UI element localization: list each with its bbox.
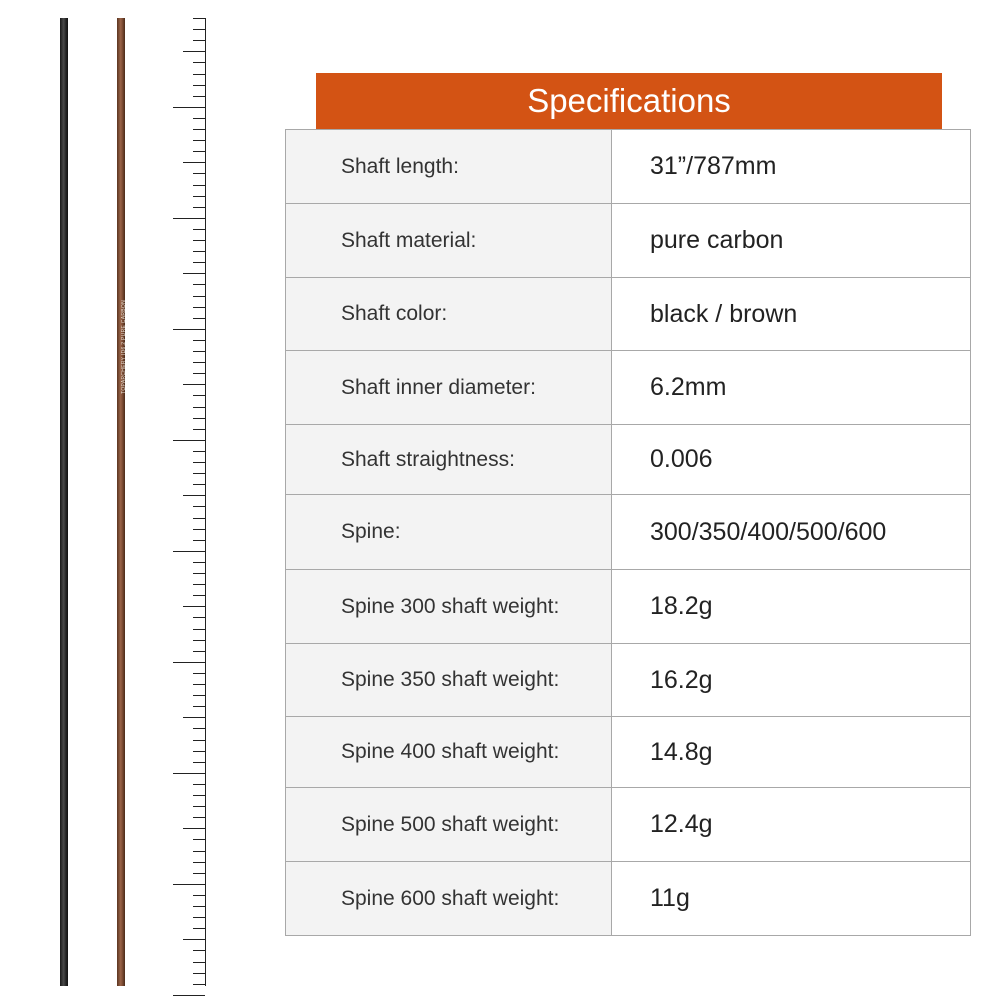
ruler-tick (193, 229, 205, 230)
ruler-tick (173, 662, 205, 663)
ruler-tick (193, 262, 205, 263)
spec-label: Spine 600 shaft weight: (286, 862, 612, 936)
ruler-tick (193, 839, 205, 840)
measuring-ruler (170, 0, 220, 1000)
ruler-tick (173, 440, 205, 441)
ruler-tick (193, 806, 205, 807)
shaft-print-text: TOPARCHERY ID6.2 PURE CARBON (121, 300, 127, 394)
brown-arrow-shaft (117, 18, 125, 986)
spec-label: Shaft material: (286, 204, 612, 278)
ruler-tick (193, 240, 205, 241)
ruler-tick (193, 185, 205, 186)
ruler-tick (193, 817, 205, 818)
spec-row (286, 425, 971, 495)
ruler-tick (193, 296, 205, 297)
ruler-tick (173, 995, 205, 996)
ruler-tick (193, 928, 205, 929)
ruler-tick (173, 773, 205, 774)
spec-value: 12.4g (612, 788, 971, 862)
ruler-tick (193, 151, 205, 152)
spec-value: 18.2g (612, 570, 971, 644)
ruler-tick (193, 62, 205, 63)
ruler-tick (193, 129, 205, 130)
spec-value: black / brown (612, 278, 971, 351)
spec-row (286, 717, 971, 788)
ruler-tick (173, 551, 205, 552)
ruler-tick (193, 673, 205, 674)
ruler-tick (193, 284, 205, 285)
spec-row (286, 644, 971, 717)
specifications-header: Specifications (316, 73, 942, 129)
spec-value: 300/350/400/500/600 (612, 495, 971, 570)
ruler-tick (193, 429, 205, 430)
ruler-tick (183, 828, 205, 829)
ruler-tick (193, 895, 205, 896)
ruler-tick (193, 18, 205, 19)
ruler-tick (193, 917, 205, 918)
ruler-tick (183, 606, 205, 607)
ruler-tick (193, 85, 205, 86)
ruler-tick (193, 851, 205, 852)
spec-value: pure carbon (612, 204, 971, 278)
ruler-tick (193, 640, 205, 641)
ruler-tick (193, 207, 205, 208)
ruler-tick (193, 906, 205, 907)
spec-value: 6.2mm (612, 351, 971, 425)
ruler-tick (173, 329, 205, 330)
ruler-tick (173, 218, 205, 219)
ruler-tick (193, 651, 205, 652)
ruler-tick (193, 873, 205, 874)
spec-label: Spine 400 shaft weight: (286, 717, 612, 788)
ruler-tick (193, 40, 205, 41)
ruler-tick (193, 518, 205, 519)
ruler-tick (193, 74, 205, 75)
spec-row (286, 130, 971, 204)
ruler-tick (193, 251, 205, 252)
spec-label: Spine 500 shaft weight: (286, 788, 612, 862)
spec-label: Shaft straightness: (286, 425, 612, 495)
ruler-tick (193, 795, 205, 796)
ruler-tick (193, 562, 205, 563)
spec-value: 16.2g (612, 644, 971, 717)
ruler-tick (193, 706, 205, 707)
specifications-table (285, 129, 971, 936)
ruler-tick (193, 173, 205, 174)
ruler-tick (183, 162, 205, 163)
ruler-tick (193, 484, 205, 485)
spec-row (286, 570, 971, 644)
ruler-tick (173, 107, 205, 108)
spec-label: Shaft inner diameter: (286, 351, 612, 425)
ruler-tick (193, 96, 205, 97)
ruler-tick (183, 495, 205, 496)
ruler-tick (193, 351, 205, 352)
spec-row (286, 351, 971, 425)
ruler-tick (193, 395, 205, 396)
ruler-tick (173, 884, 205, 885)
spec-label: Shaft color: (286, 278, 612, 351)
spec-label: Shaft length: (286, 130, 612, 204)
ruler-tick (193, 751, 205, 752)
ruler-tick (183, 51, 205, 52)
ruler-tick (193, 362, 205, 363)
ruler-tick (193, 595, 205, 596)
ruler-tick (193, 629, 205, 630)
ruler-tick (193, 984, 205, 985)
black-arrow-shaft (60, 18, 68, 986)
ruler-tick (193, 506, 205, 507)
ruler-tick (193, 962, 205, 963)
ruler-tick (193, 950, 205, 951)
ruler-tick (193, 473, 205, 474)
ruler-tick (193, 462, 205, 463)
ruler-tick (193, 584, 205, 585)
spec-label: Spine 350 shaft weight: (286, 644, 612, 717)
ruler-tick (193, 762, 205, 763)
ruler-tick (193, 973, 205, 974)
ruler-tick (193, 307, 205, 308)
spec-value: 11g (612, 862, 971, 936)
ruler-tick (193, 196, 205, 197)
spec-value: 31”/787mm (612, 130, 971, 204)
ruler-tick (193, 418, 205, 419)
ruler-tick (183, 384, 205, 385)
ruler-tick (193, 573, 205, 574)
spec-value: 0.006 (612, 425, 971, 495)
ruler-tick (193, 684, 205, 685)
ruler-tick (193, 451, 205, 452)
ruler-tick (193, 318, 205, 319)
ruler-tick (183, 273, 205, 274)
ruler-tick (183, 939, 205, 940)
ruler-tick (193, 140, 205, 141)
ruler-tick (193, 118, 205, 119)
spec-row (286, 495, 971, 570)
spec-label: Spine: (286, 495, 612, 570)
spec-row (286, 278, 971, 351)
ruler-tick (193, 373, 205, 374)
ruler-tick (193, 617, 205, 618)
ruler-tick (193, 29, 205, 30)
ruler-tick (193, 740, 205, 741)
ruler-tick (183, 717, 205, 718)
spec-value: 14.8g (612, 717, 971, 788)
ruler-tick (193, 784, 205, 785)
ruler-tick (193, 862, 205, 863)
ruler-tick (193, 728, 205, 729)
ruler-tick (193, 407, 205, 408)
ruler-line (205, 18, 206, 986)
ruler-tick (193, 540, 205, 541)
ruler-tick (193, 340, 205, 341)
spec-label: Spine 300 shaft weight: (286, 570, 612, 644)
ruler-tick (193, 529, 205, 530)
ruler-tick (193, 695, 205, 696)
spec-row (286, 788, 971, 862)
spec-row (286, 862, 971, 936)
spec-row (286, 204, 971, 278)
